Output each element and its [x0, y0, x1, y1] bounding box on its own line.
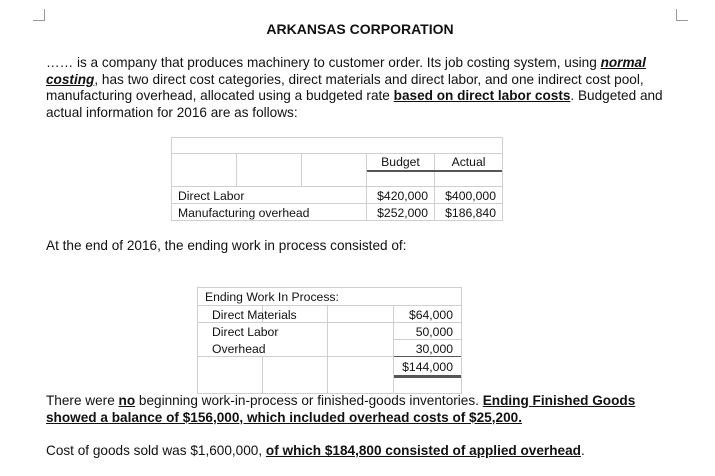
inventories-lead: There were — [46, 393, 119, 408]
ending-wip-table — [197, 287, 462, 394]
row-overhead-label: Manufacturing overhead — [178, 206, 310, 220]
intro-lead: …… is a company that produces machinery to customer order. Its job costing system, using — [46, 55, 601, 70]
actual-column-header: Actual — [451, 155, 486, 169]
applied-overhead-statement: of which $184,800 consisted of applied overhead — [265, 443, 581, 458]
cogs-paragraph — [46, 443, 676, 460]
subtotal-rule — [394, 356, 461, 357]
total-double-rule — [394, 375, 461, 378]
wip-intro: At the end of 2016, the ending work in process consisted of: — [46, 238, 407, 253]
wip-overhead-value: 30,000 — [415, 342, 453, 356]
wip-direct-materials-label: Direct Materials — [212, 308, 297, 322]
allocation-basis: based on direct labor costs — [393, 88, 571, 103]
finished-goods-statement: Ending Finished Goods showed a balance of $156,000, which included overhead costs of $25,200. — [46, 393, 636, 425]
row-overhead-budget: $252,000 — [377, 206, 428, 220]
intro-tail: . Budgeted and actual information for 2016 are as follows: — [46, 88, 663, 120]
budget-column-header: Budget — [381, 155, 420, 169]
normal-costing-term: normal costing — [46, 55, 646, 87]
no-emphasis: no — [118, 393, 136, 408]
budget-actual-table — [171, 137, 503, 223]
wip-heading: Ending Work In Process: — [205, 290, 339, 304]
wip-overhead-label: Overhead — [212, 342, 266, 356]
page-corner-top-left — [33, 9, 45, 21]
inventories-paragraph — [46, 393, 676, 426]
page-corner-top-right — [676, 9, 688, 21]
cogs-lead: Cost of goods sold was $1,600,000, — [46, 443, 266, 458]
wip-direct-labor-label: Direct Labor — [212, 325, 279, 339]
header-underline — [367, 170, 502, 172]
row-direct-labor-actual: $400,000 — [445, 189, 496, 203]
wip-direct-materials-value: $64,000 — [408, 308, 453, 322]
wip-total-value: $144,000 — [402, 360, 453, 374]
inventories-mid: beginning work-in-process or finished-goods inventories. — [135, 393, 483, 408]
row-direct-labor-budget: $420,000 — [377, 189, 428, 203]
row-direct-labor-label: Direct Labor — [178, 189, 245, 203]
wip-direct-labor-value: 50,000 — [415, 325, 453, 339]
intro-paragraph — [46, 55, 676, 121]
document-title: ARKANSAS CORPORATION — [266, 21, 454, 37]
intro-mid: , has two direct cost categories, direct materials and direct labor, and one indirect cost pool, manufacturing overhead, allocated using a budgeted rate — [46, 71, 644, 103]
cogs-tail: . — [580, 443, 585, 458]
row-overhead-actual: $186,840 — [445, 206, 496, 220]
